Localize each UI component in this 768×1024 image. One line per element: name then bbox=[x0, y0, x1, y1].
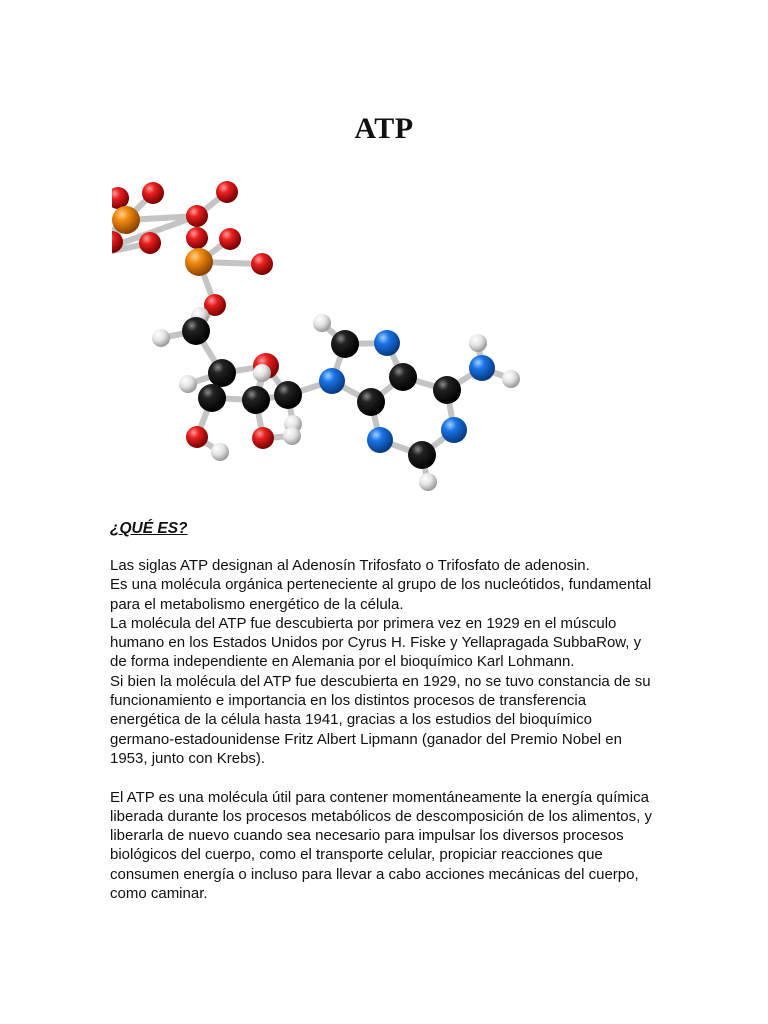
hydrogen-atom bbox=[419, 473, 437, 491]
phosphorus-atom bbox=[112, 206, 140, 234]
carbon-atom bbox=[274, 381, 302, 409]
section-heading: ¿QUÉ ES? bbox=[110, 520, 188, 537]
carbon-atom bbox=[389, 363, 417, 391]
hydrogen-atom bbox=[469, 334, 487, 352]
nitrogen-atom bbox=[367, 427, 393, 453]
carbon-atom bbox=[242, 386, 270, 414]
oxygen-atom bbox=[186, 426, 208, 448]
hydrogen-atom bbox=[211, 443, 229, 461]
oxygen-atom bbox=[139, 232, 161, 254]
nitrogen-atom bbox=[441, 417, 467, 443]
paragraph-line-2: Es una molécula orgánica perteneciente al grupo de los nucleótidos, fundamental para el metabolismo energético de la célula. bbox=[110, 576, 652, 613]
nitrogen-atom bbox=[374, 330, 400, 356]
hydrogen-atom bbox=[313, 314, 331, 332]
carbon-atom bbox=[198, 384, 226, 412]
carbon-atom bbox=[208, 359, 236, 387]
hydrogen-atom bbox=[152, 329, 170, 347]
carbon-atom bbox=[182, 317, 210, 345]
oxygen-atom bbox=[186, 205, 208, 227]
oxygen-atom bbox=[186, 227, 208, 249]
paragraph-line-1: Las siglas ATP designan al Adenosín Trifosfato o Trifosfato de adenosin. bbox=[110, 557, 590, 574]
hydrogen-atom bbox=[179, 375, 197, 393]
paragraph-2: El ATP es una molécula útil para contener momentáneamente la energía química liberada durante los procesos metabólicos de descomposición de los alimentos, y liberarla de nuevo cuando sea necesario para impulsar los diversos procesos biológicos del cuerpo, como el transporte celular, propiciar reacciones que consumen energía o incluso para llevar a cabo acciones mecánicas del cuerpo, como caminar. bbox=[110, 788, 652, 903]
oxygen-atom bbox=[251, 253, 273, 275]
carbon-atom bbox=[331, 330, 359, 358]
atp-molecule-image bbox=[112, 170, 658, 500]
paragraph-line-3: La molécula del ATP fue descubierta por primera vez en 1929 en el músculo humano en los Estados Unidos por Cyrus H. Fiske y Yellapragada SubbaRow, y de forma independiente en Alemania por el bioquímico Karl Lohmann. bbox=[110, 614, 642, 671]
nitrogen-atom bbox=[319, 368, 345, 394]
oxygen-atom bbox=[142, 182, 164, 204]
page-title: ATP bbox=[354, 112, 414, 145]
carbon-atom bbox=[433, 376, 461, 404]
oxygen-atom bbox=[112, 187, 129, 209]
carbon-atom bbox=[357, 388, 385, 416]
hydrogen-atom bbox=[253, 364, 271, 382]
carbon-atom bbox=[408, 441, 436, 469]
oxygen-atom bbox=[216, 181, 238, 203]
nitrogen-atom bbox=[469, 355, 495, 381]
paragraph-line-4: Si bien la molécula del ATP fue descubierta en 1929, no se tuvo constancia de su funcionamiento e importancia en los distintos procesos de transferencia energética de la célula hasta 1941, gracias a los estudios del bioquímico germano-estadounidense Fritz Albert Lipmann (ganador del Premio Nobel en 1953, junto con Krebs). bbox=[110, 672, 651, 767]
phosphorus-atom bbox=[185, 248, 213, 276]
oxygen-atom bbox=[219, 228, 241, 250]
hydrogen-atom bbox=[502, 370, 520, 388]
oxygen-atom bbox=[252, 427, 274, 449]
hydrogen-atom bbox=[283, 427, 301, 445]
body-text bbox=[110, 556, 655, 903]
